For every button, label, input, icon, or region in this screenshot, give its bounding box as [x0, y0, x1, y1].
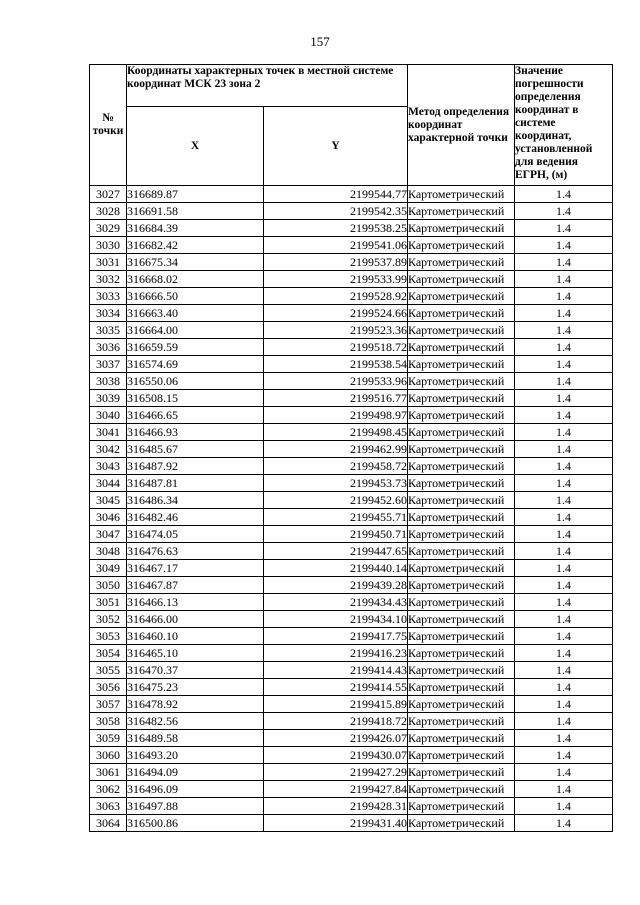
error-cell: 1.4 [515, 305, 613, 322]
table-row [90, 798, 613, 815]
method-cell: Картометрический [408, 407, 515, 424]
table-body [90, 186, 613, 832]
method-cell: Картометрический [408, 509, 515, 526]
table-row [90, 730, 613, 747]
table-row [90, 509, 613, 526]
table-row [90, 373, 613, 390]
table-row [90, 577, 613, 594]
table-row [90, 390, 613, 407]
header-point-number: № точки [90, 65, 127, 186]
y-coordinate-cell: 2199450.71 [264, 526, 408, 543]
table-row [90, 254, 613, 271]
table-row [90, 815, 613, 832]
x-coordinate-cell: 316485.67 [127, 441, 264, 458]
point-number-cell: 3034 [90, 305, 127, 322]
error-cell: 1.4 [515, 390, 613, 407]
point-number-cell: 3040 [90, 407, 127, 424]
error-cell: 1.4 [515, 220, 613, 237]
point-number-cell: 3058 [90, 713, 127, 730]
method-cell: Картометрический [408, 662, 515, 679]
header-y: Y [264, 107, 408, 186]
y-coordinate-cell: 2199418.72 [264, 713, 408, 730]
y-coordinate-cell: 2199426.07 [264, 730, 408, 747]
point-number-cell: 3036 [90, 339, 127, 356]
error-cell: 1.4 [515, 747, 613, 764]
y-coordinate-cell: 2199439.28 [264, 577, 408, 594]
point-number-cell: 3041 [90, 424, 127, 441]
x-coordinate-cell: 316663.40 [127, 305, 264, 322]
table-row [90, 475, 613, 492]
error-cell: 1.4 [515, 373, 613, 390]
method-cell: Картометрический [408, 475, 515, 492]
table-row [90, 186, 613, 203]
point-number-cell: 3061 [90, 764, 127, 781]
table-row [90, 781, 613, 798]
method-cell: Картометрический [408, 203, 515, 220]
point-number-cell: 3049 [90, 560, 127, 577]
x-coordinate-cell: 316493.20 [127, 747, 264, 764]
table-row [90, 339, 613, 356]
y-coordinate-cell: 2199544.77 [264, 186, 408, 203]
point-number-cell: 3052 [90, 611, 127, 628]
y-coordinate-cell: 2199458.72 [264, 458, 408, 475]
point-number-cell: 3043 [90, 458, 127, 475]
table-row [90, 203, 613, 220]
x-coordinate-cell: 316659.59 [127, 339, 264, 356]
point-number-cell: 3050 [90, 577, 127, 594]
table-row [90, 560, 613, 577]
error-cell: 1.4 [515, 662, 613, 679]
y-coordinate-cell: 2199431.40 [264, 815, 408, 832]
table-row [90, 288, 613, 305]
table-row [90, 662, 613, 679]
error-cell: 1.4 [515, 781, 613, 798]
point-number-cell: 3029 [90, 220, 127, 237]
y-coordinate-cell: 2199427.29 [264, 764, 408, 781]
point-number-cell: 3039 [90, 390, 127, 407]
error-cell: 1.4 [515, 441, 613, 458]
point-number-cell: 3046 [90, 509, 127, 526]
point-number-cell: 3033 [90, 288, 127, 305]
error-cell: 1.4 [515, 458, 613, 475]
x-coordinate-cell: 316470.37 [127, 662, 264, 679]
error-cell: 1.4 [515, 594, 613, 611]
point-number-cell: 3055 [90, 662, 127, 679]
y-coordinate-cell: 2199533.96 [264, 373, 408, 390]
method-cell: Картометрический [408, 747, 515, 764]
error-cell: 1.4 [515, 492, 613, 509]
page-number: 157 [310, 34, 330, 49]
error-cell: 1.4 [515, 203, 613, 220]
error-cell: 1.4 [515, 696, 613, 713]
x-coordinate-cell: 316684.39 [127, 220, 264, 237]
y-coordinate-cell: 2199455.71 [264, 509, 408, 526]
y-coordinate-cell: 2199518.72 [264, 339, 408, 356]
x-coordinate-cell: 316482.46 [127, 509, 264, 526]
y-coordinate-cell: 2199537.89 [264, 254, 408, 271]
method-cell: Картометрический [408, 373, 515, 390]
x-coordinate-cell: 316474.05 [127, 526, 264, 543]
table-row [90, 713, 613, 730]
error-cell: 1.4 [515, 764, 613, 781]
x-coordinate-cell: 316478.92 [127, 696, 264, 713]
table-row [90, 458, 613, 475]
table-row [90, 407, 613, 424]
error-cell: 1.4 [515, 339, 613, 356]
x-coordinate-cell: 316467.87 [127, 577, 264, 594]
y-coordinate-cell: 2199434.43 [264, 594, 408, 611]
method-cell: Картометрический [408, 441, 515, 458]
point-number-cell: 3045 [90, 492, 127, 509]
y-coordinate-cell: 2199528.92 [264, 288, 408, 305]
y-coordinate-cell: 2199430.07 [264, 747, 408, 764]
point-number-cell: 3064 [90, 815, 127, 832]
y-coordinate-cell: 2199524.66 [264, 305, 408, 322]
y-coordinate-cell: 2199440.14 [264, 560, 408, 577]
table-row [90, 237, 613, 254]
point-number-cell: 3054 [90, 645, 127, 662]
method-cell: Картометрический [408, 798, 515, 815]
table-row [90, 441, 613, 458]
y-coordinate-cell: 2199541.06 [264, 237, 408, 254]
method-cell: Картометрический [408, 458, 515, 475]
method-cell: Картометрический [408, 577, 515, 594]
table-row [90, 679, 613, 696]
method-cell: Картометрический [408, 730, 515, 747]
method-cell: Картометрический [408, 781, 515, 798]
method-cell: Картометрический [408, 390, 515, 407]
method-cell: Картометрический [408, 220, 515, 237]
table-row [90, 628, 613, 645]
table-row [90, 645, 613, 662]
y-coordinate-cell: 2199523.36 [264, 322, 408, 339]
error-cell: 1.4 [515, 645, 613, 662]
header-error-value: Значение погрешности определения координат в системе координат, установленной для ведения ЕГРН, (м) [515, 65, 613, 186]
error-cell: 1.4 [515, 356, 613, 373]
x-coordinate-cell: 316500.86 [127, 815, 264, 832]
header-method: Метод определения координат характерной точки [408, 65, 515, 186]
y-coordinate-cell: 2199414.55 [264, 679, 408, 696]
coordinates-table [89, 64, 613, 832]
table-row [90, 220, 613, 237]
header-x: X [127, 107, 264, 186]
error-cell: 1.4 [515, 322, 613, 339]
point-number-cell: 3031 [90, 254, 127, 271]
point-number-cell: 3042 [90, 441, 127, 458]
table-row [90, 696, 613, 713]
x-coordinate-cell: 316682.42 [127, 237, 264, 254]
method-cell: Картометрический [408, 271, 515, 288]
error-cell: 1.4 [515, 815, 613, 832]
y-coordinate-cell: 2199428.31 [264, 798, 408, 815]
point-number-cell: 3037 [90, 356, 127, 373]
method-cell: Картометрический [408, 254, 515, 271]
method-cell: Картометрический [408, 764, 515, 781]
method-cell: Картометрический [408, 611, 515, 628]
x-coordinate-cell: 316466.13 [127, 594, 264, 611]
point-number-cell: 3044 [90, 475, 127, 492]
y-coordinate-cell: 2199498.45 [264, 424, 408, 441]
point-number-cell: 3047 [90, 526, 127, 543]
point-number-cell: 3059 [90, 730, 127, 747]
point-number-cell: 3035 [90, 322, 127, 339]
x-coordinate-cell: 316467.17 [127, 560, 264, 577]
x-coordinate-cell: 316689.87 [127, 186, 264, 203]
error-cell: 1.4 [515, 288, 613, 305]
error-cell: 1.4 [515, 611, 613, 628]
method-cell: Картометрический [408, 339, 515, 356]
x-coordinate-cell: 316486.34 [127, 492, 264, 509]
point-number-cell: 3063 [90, 798, 127, 815]
y-coordinate-cell: 2199447.65 [264, 543, 408, 560]
method-cell: Картометрический [408, 543, 515, 560]
table-row [90, 543, 613, 560]
x-coordinate-cell: 316668.02 [127, 271, 264, 288]
table-row [90, 611, 613, 628]
method-cell: Картометрический [408, 237, 515, 254]
x-coordinate-cell: 316487.81 [127, 475, 264, 492]
x-coordinate-cell: 316460.10 [127, 628, 264, 645]
point-number-cell: 3032 [90, 271, 127, 288]
table-header [90, 65, 613, 186]
error-cell: 1.4 [515, 679, 613, 696]
error-cell: 1.4 [515, 237, 613, 254]
error-cell: 1.4 [515, 543, 613, 560]
method-cell: Картометрический [408, 713, 515, 730]
method-cell: Картометрический [408, 322, 515, 339]
x-coordinate-cell: 316482.56 [127, 713, 264, 730]
x-coordinate-cell: 316466.93 [127, 424, 264, 441]
x-coordinate-cell: 316664.00 [127, 322, 264, 339]
y-coordinate-cell: 2199462.99 [264, 441, 408, 458]
y-coordinate-cell: 2199498.97 [264, 407, 408, 424]
error-cell: 1.4 [515, 713, 613, 730]
table-row [90, 526, 613, 543]
error-cell: 1.4 [515, 526, 613, 543]
error-cell: 1.4 [515, 798, 613, 815]
point-number-cell: 3027 [90, 186, 127, 203]
y-coordinate-cell: 2199414.43 [264, 662, 408, 679]
error-cell: 1.4 [515, 475, 613, 492]
error-cell: 1.4 [515, 577, 613, 594]
method-cell: Картометрический [408, 628, 515, 645]
x-coordinate-cell: 316494.09 [127, 764, 264, 781]
x-coordinate-cell: 316675.34 [127, 254, 264, 271]
method-cell: Картометрический [408, 645, 515, 662]
table-row [90, 492, 613, 509]
x-coordinate-cell: 316487.92 [127, 458, 264, 475]
error-cell: 1.4 [515, 254, 613, 271]
method-cell: Картометрический [408, 560, 515, 577]
x-coordinate-cell: 316475.23 [127, 679, 264, 696]
error-cell: 1.4 [515, 509, 613, 526]
method-cell: Картометрический [408, 288, 515, 305]
y-coordinate-cell: 2199538.54 [264, 356, 408, 373]
y-coordinate-cell: 2199533.99 [264, 271, 408, 288]
y-coordinate-cell: 2199417.75 [264, 628, 408, 645]
error-cell: 1.4 [515, 424, 613, 441]
x-coordinate-cell: 316466.65 [127, 407, 264, 424]
x-coordinate-cell: 316497.88 [127, 798, 264, 815]
method-cell: Картометрический [408, 679, 515, 696]
y-coordinate-cell: 2199415.89 [264, 696, 408, 713]
point-number-cell: 3057 [90, 696, 127, 713]
y-coordinate-cell: 2199538.25 [264, 220, 408, 237]
point-number-cell: 3030 [90, 237, 127, 254]
table-row [90, 424, 613, 441]
method-cell: Картометрический [408, 526, 515, 543]
point-number-cell: 3051 [90, 594, 127, 611]
table-row [90, 271, 613, 288]
error-cell: 1.4 [515, 186, 613, 203]
x-coordinate-cell: 316666.50 [127, 288, 264, 305]
x-coordinate-cell: 316466.00 [127, 611, 264, 628]
x-coordinate-cell: 316496.09 [127, 781, 264, 798]
error-cell: 1.4 [515, 407, 613, 424]
method-cell: Картометрический [408, 492, 515, 509]
x-coordinate-cell: 316508.15 [127, 390, 264, 407]
error-cell: 1.4 [515, 560, 613, 577]
y-coordinate-cell: 2199434.10 [264, 611, 408, 628]
y-coordinate-cell: 2199453.73 [264, 475, 408, 492]
header-coordinates-group: Координаты характерных точек в местной системе координат МСК 23 зона 2 [127, 65, 408, 107]
method-cell: Картометрический [408, 356, 515, 373]
table-row [90, 594, 613, 611]
x-coordinate-cell: 316550.06 [127, 373, 264, 390]
x-coordinate-cell: 316691.58 [127, 203, 264, 220]
table-row [90, 764, 613, 781]
method-cell: Картометрический [408, 305, 515, 322]
method-cell: Картометрический [408, 815, 515, 832]
point-number-cell: 3038 [90, 373, 127, 390]
y-coordinate-cell: 2199542.35 [264, 203, 408, 220]
table-row [90, 747, 613, 764]
y-coordinate-cell: 2199516.77 [264, 390, 408, 407]
table-row [90, 305, 613, 322]
error-cell: 1.4 [515, 271, 613, 288]
x-coordinate-cell: 316489.58 [127, 730, 264, 747]
error-cell: 1.4 [515, 730, 613, 747]
y-coordinate-cell: 2199427.84 [264, 781, 408, 798]
point-number-cell: 3028 [90, 203, 127, 220]
x-coordinate-cell: 316574.69 [127, 356, 264, 373]
error-cell: 1.4 [515, 628, 613, 645]
point-number-cell: 3056 [90, 679, 127, 696]
y-coordinate-cell: 2199452.60 [264, 492, 408, 509]
method-cell: Картометрический [408, 186, 515, 203]
y-coordinate-cell: 2199416.23 [264, 645, 408, 662]
table-row [90, 322, 613, 339]
method-cell: Картометрический [408, 424, 515, 441]
point-number-cell: 3048 [90, 543, 127, 560]
point-number-cell: 3060 [90, 747, 127, 764]
point-number-cell: 3062 [90, 781, 127, 798]
method-cell: Картометрический [408, 594, 515, 611]
method-cell: Картометрический [408, 696, 515, 713]
table-row [90, 356, 613, 373]
x-coordinate-cell: 316465.10 [127, 645, 264, 662]
point-number-cell: 3053 [90, 628, 127, 645]
x-coordinate-cell: 316476.63 [127, 543, 264, 560]
